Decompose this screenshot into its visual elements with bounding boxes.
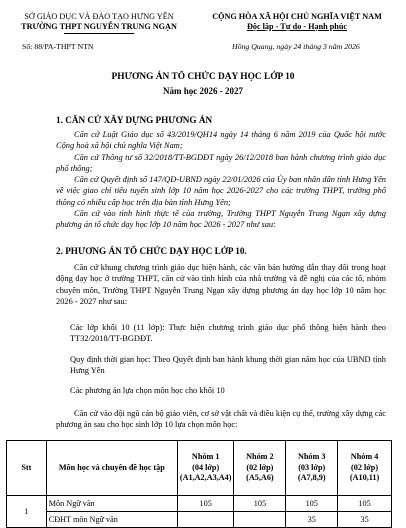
row-subject: CĐHT môn Ngữ văn: [46, 512, 177, 528]
group-classes: (A5,A6): [246, 473, 274, 483]
group-classes: (A7,8,9): [297, 473, 326, 483]
row-value: 105: [338, 496, 392, 512]
row-stt: 1: [7, 496, 47, 528]
header-subject: Môn học và chuyên đề học tập: [46, 441, 177, 496]
issuer-school: TRƯỜNG THPT NGUYỄN TRUNG NGẠN: [21, 22, 177, 31]
header-group-4: [338, 441, 392, 496]
intro-paragraph: Căn cứ khung chương trình giáo dục hiện hành, các văn bản hướng dẫn thay đổi trong hoạt động dạy học ở trường THPT, căn cứ vào tình hình của nhà trường và đề nghị của các tổ, nhóm chuyên môn, Trường THPT Nguyễn Trung Ngạn xây dựng phương án dạy học lớp 10 năm học 2026 - 2027 như sau:: [56, 263, 386, 306]
section-1-body: [56, 129, 386, 231]
subject-plan-table: [6, 440, 392, 528]
section-2-heading: 2. PHƯƠNG ÁN TỔ CHỨC DẠY HỌC LỚP 10.: [56, 246, 247, 256]
header-group-3: [286, 441, 338, 496]
group-count: (02 lớp): [246, 462, 274, 472]
row-value: [234, 512, 286, 528]
group-name: Nhóm 3: [297, 452, 326, 462]
issuer-department: SỞ GIÁO DỤC VÀ ĐÀO TẠO HƯNG YÊN: [24, 12, 174, 21]
place-date: Hồng Quang, ngày 24 tháng 3 năm 2026: [232, 42, 360, 51]
row-value: [177, 512, 234, 528]
legal-basis-4: Căn cứ vào tình hình thực tế của trường, Trường THPT Nguyễn Trung Ngạn xây dựng phương án tổ chức dạy học lớp 10 năm học 2026 - 2027 như sau:: [56, 209, 386, 230]
document-title: PHƯƠNG ÁN TỔ CHỨC DẠY HỌC LỚP 10: [111, 72, 295, 82]
group-name: Nhóm 4: [350, 452, 379, 462]
section-1-heading: 1. CĂN CỨ XÂY DỰNG PHƯƠNG ÁN: [56, 115, 213, 125]
subject-options-intro: Căn cứ vào đội ngũ cán bộ giáo viên, cơ sở vật chất và điều kiện cụ thể, trường xây dựng các phương án sau cho học sinh lớp 10 lựa chọn môn học:: [56, 409, 386, 430]
time-regulation: Quy định thời gian học: Theo Quyết định ban hành khung thời gian năm học của UBND tỉnh Hưng Yên: [70, 355, 386, 376]
country-name: CỘNG HÒA XÃ HỘI CHỦ NGHĨA VIỆT NAM: [212, 12, 382, 21]
legal-basis-3: Căn cứ Quyết định số 147/QĐ-UBND ngày 22/01/2026 của Ủy ban nhân dân tỉnh Hưng Yên về việc giao chỉ tiêu tuyển sinh lớp 10 năm học 2026-2027 cho các trường THPT, trường phổ thông có nhiều cấp học trên địa bàn tỉnh Hưng Yên;: [56, 175, 386, 207]
group-count: (03 lớp): [298, 462, 326, 472]
table-row: [7, 496, 392, 512]
legal-basis-2: Căn cứ Thông tư số 32/2018/TT-BGDĐT ngày 26/12/2018 ban hành chương trình giáo dục phổ thông;: [56, 152, 386, 173]
group-count: (04 lớp): [192, 462, 220, 472]
group-name: Nhóm 2: [246, 452, 274, 462]
header-stt: Stt: [7, 441, 47, 496]
national-motto-block: [192, 12, 402, 32]
table-row: [7, 512, 392, 528]
legal-basis-1: Căn cứ Luật Giáo dục số 43/2019/QH14 ngày 14 tháng 6 năm 2019 của Quốc hội nước Cộng hoà xã hội chủ nghĩa Việt Nam;: [56, 130, 386, 151]
row-value: 105: [286, 496, 338, 512]
header-group-1: [177, 441, 234, 496]
row-value: 35: [286, 512, 338, 528]
group-name: Nhóm 1: [191, 452, 220, 462]
issuer-underline: [64, 33, 134, 34]
group-count: (02 lớp): [351, 462, 379, 472]
section-2-item-2: [70, 354, 386, 377]
national-motto: Độc lập - Tự do - Hạnh phúc: [246, 22, 348, 31]
row-value: 105: [177, 496, 234, 512]
header-group-2: [234, 441, 286, 496]
section-2-intro: [56, 262, 386, 307]
grade-10-classes: Các lớp khối 10 (11 lớp): Thực hiện chương trình giáo dục phổ thông hiện hành theo TT32/2018/TT-BGDĐT.: [70, 323, 386, 344]
group-classes: (A1,A2,A3,A4): [179, 473, 232, 483]
school-year: Năm học 2026 - 2027: [163, 86, 243, 96]
group-classes: (A10,11): [349, 473, 380, 483]
row-subject: Môn Ngữ văn: [46, 496, 177, 512]
section-2-item-1: [70, 322, 386, 345]
row-value: 105: [234, 496, 286, 512]
row-value: 35: [338, 512, 392, 528]
table-header-row: [7, 441, 392, 496]
subject-options-title: Các phương án lựa chọn môn học cho khối 10: [70, 386, 225, 395]
issuer-block: [6, 12, 192, 34]
section-2-item-4: [56, 408, 386, 431]
document-number: Số: 88/PA-THPT NTN: [22, 42, 94, 51]
section-2-item-3: [70, 385, 386, 396]
